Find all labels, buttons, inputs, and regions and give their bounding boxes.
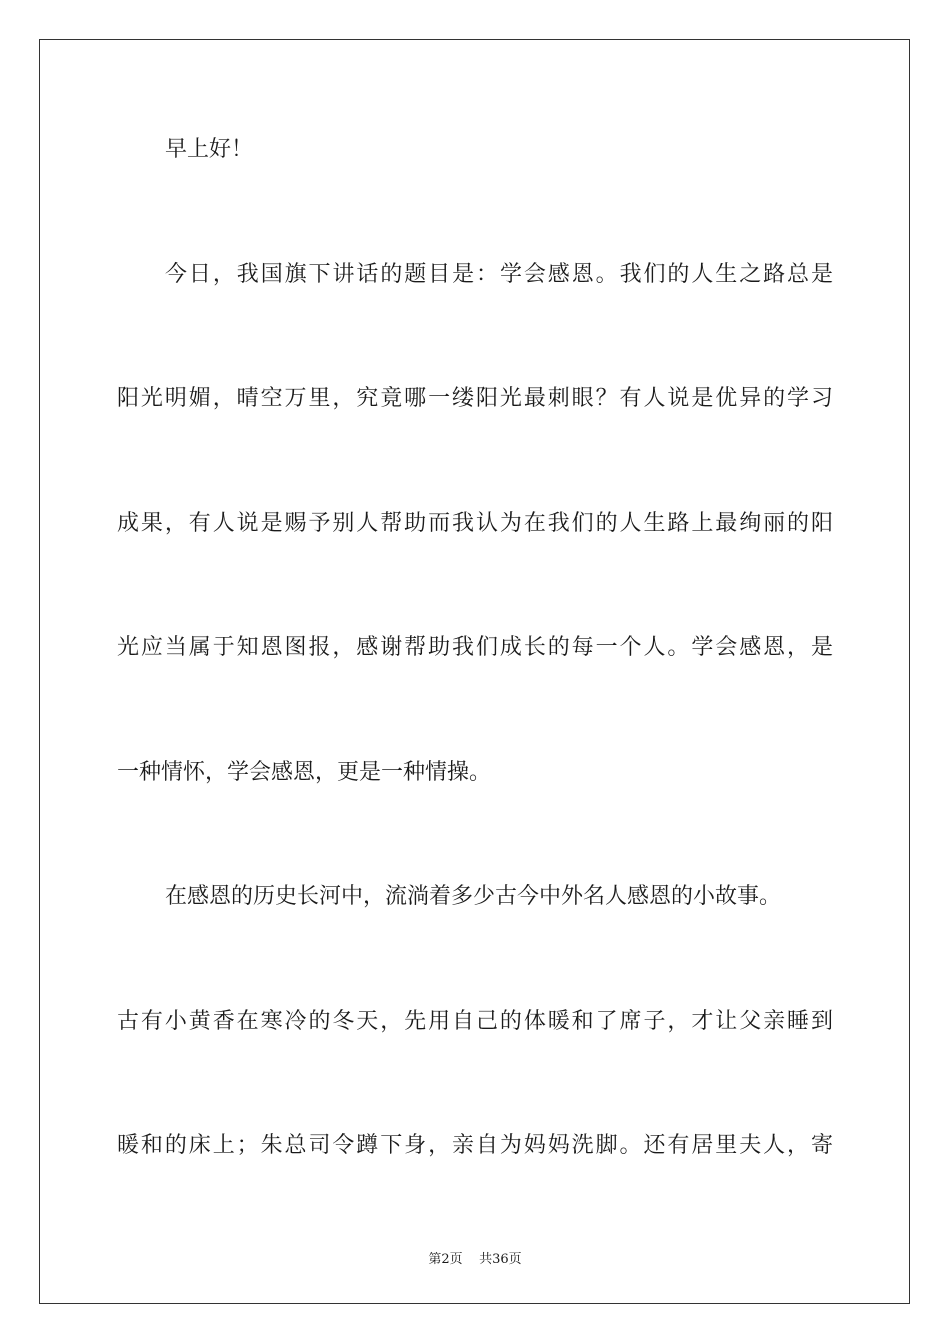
paragraph-1-line-1: 今日，我国旗下讲话的题目是：学会感恩。我们的人生之路总是 <box>165 262 833 287</box>
paragraph-1-line-4: 光应当属于知恩图报，感谢帮助我们成长的每一个人。学会感恩，是 <box>117 635 833 660</box>
greeting-line: 早上好！ <box>165 137 254 162</box>
paragraph-1-line-2: 阳光明媚，晴空万里，究竟哪一缕阳光最刺眼？有人说是优异的学习 <box>117 386 833 411</box>
page-footer <box>0 1248 950 1267</box>
paragraph-1-line-5: 一种情怀，学会感恩，更是一种情操。 <box>117 760 492 785</box>
page-total: 共36页 <box>479 1252 522 1267</box>
paragraph-2-line-1: 在感恩的历史长河中，流淌着多少古今中外名人感恩的小故事。 <box>165 884 782 909</box>
paragraph-2-line-3: 暖和的床上；朱总司令蹲下身，亲自为妈妈洗脚。还有居里夫人，寄 <box>117 1133 833 1158</box>
paragraph-2-line-2: 古有小黄香在寒冷的冬天，先用自己的体暖和了席子，才让父亲睡到 <box>117 1009 833 1034</box>
paragraph-1-line-3: 成果，有人说是赐予别人帮助而我认为在我们的人生路上最绚丽的阳 <box>117 511 833 536</box>
page-frame <box>39 39 910 1304</box>
page-number: 第2页 <box>428 1252 463 1267</box>
